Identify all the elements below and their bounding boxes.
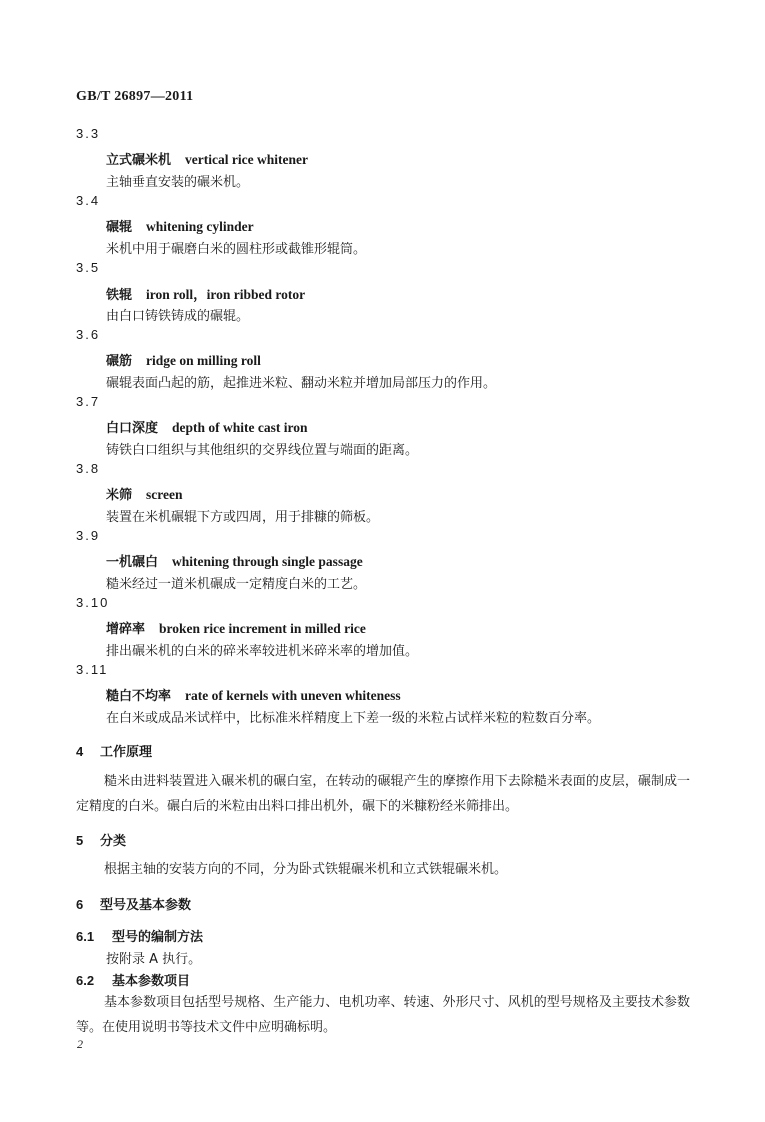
subsection-number: 6.2: [76, 973, 95, 988]
term-definition: 米机中用于碾磨白米的圆柱形或截锥形辊筒。: [106, 242, 367, 257]
term-title: [106, 551, 363, 570]
term-title: [106, 149, 308, 168]
terms-list: [0, 126, 765, 729]
term-chinese: 增碎率: [106, 622, 146, 637]
term-title: [106, 350, 261, 369]
page-number: 2: [77, 1037, 83, 1051]
section-number: 5: [76, 833, 84, 848]
term-english: broken rice increment in milled rice: [159, 621, 366, 636]
term-chinese: 碾辊: [106, 220, 133, 235]
term-number: 3.4: [76, 193, 101, 208]
term-definition: 主轴垂直安装的碾米机。: [106, 175, 250, 190]
section-number: 6: [76, 897, 84, 912]
term-number: 3.3: [76, 126, 101, 141]
term-number: 3.8: [76, 461, 101, 476]
subsection-6-1-heading: [76, 926, 203, 945]
term-title: [106, 417, 308, 436]
term-english: rate of kernels with uneven whiteness: [185, 688, 401, 703]
section-title: 分类: [100, 834, 127, 849]
term-entry: [0, 126, 765, 193]
section-title: 工作原理: [100, 745, 153, 760]
term-definition: 在白米或成品米试样中，比标准米样精度上下差一级的米粒占试样米粒的粒数百分率。: [106, 711, 601, 726]
subsection-title: 基本参数项目: [112, 974, 191, 989]
subsection-6-1-text: 按附录 A 执行。: [106, 952, 202, 967]
section-4-heading: [76, 741, 152, 760]
term-number: 3.9: [76, 528, 101, 543]
term-definition: 碾辊表面凸起的筋，起推进米粒、翻动米粒并增加局部压力的作用。: [106, 376, 497, 391]
term-title: [106, 685, 401, 704]
term-chinese: 碾筋: [106, 354, 133, 369]
term-english: whitening through single passage: [172, 554, 363, 569]
term-chinese: 一机碾白: [106, 555, 159, 570]
term-entry: [0, 193, 765, 260]
subsection-6-2-paragraph: 基本参数项目包括型号规格、生产能力、电机功率、转速、外形尺寸、风机的型号规格及主要技术参数等。在使用说明书等技术文件中应明确标明。: [76, 995, 690, 1035]
term-chinese: 白口深度: [106, 421, 159, 436]
term-english: ridge on milling roll: [146, 353, 261, 368]
term-english: iron roll，iron ribbed rotor: [146, 287, 306, 302]
term-number: 3.5: [76, 260, 101, 275]
term-chinese: 立式碾米机: [106, 153, 172, 168]
term-title: [106, 216, 254, 235]
term-entry: [0, 595, 765, 662]
standard-code-header: GB/T 26897—2011: [76, 89, 194, 104]
term-definition: 铸铁白口组织与其他组织的交界线位置与端面的距离。: [106, 443, 419, 458]
term-definition: 排出碾米机的白米的碎米率较进机米碎米率的增加值。: [106, 644, 419, 659]
subsection-6-2-heading: [76, 970, 190, 989]
term-entry: [0, 260, 765, 327]
term-title: [106, 283, 305, 303]
subsection-title: 型号的编制方法: [112, 930, 204, 945]
term-number: 3.10: [76, 595, 110, 610]
term-entry: [0, 461, 765, 528]
section-5-heading: [76, 830, 126, 849]
term-entry: [0, 394, 765, 461]
term-definition: 装置在米机碾辊下方或四周，用于排糠的筛板。: [106, 510, 380, 525]
term-chinese: 米筛: [106, 488, 133, 503]
term-entry: [0, 528, 765, 595]
term-definition: 糙米经过一道米机碾成一定精度白米的工艺。: [106, 577, 367, 592]
term-entry: [0, 662, 765, 729]
term-chinese: 糙白不均率: [106, 689, 172, 704]
term-number: 3.11: [76, 662, 109, 677]
term-english: depth of white cast iron: [172, 420, 308, 435]
term-english: screen: [146, 487, 183, 502]
subsection-number: 6.1: [76, 929, 95, 944]
term-entry: [0, 327, 765, 394]
term-number: 3.6: [76, 327, 101, 342]
section-number: 4: [76, 744, 84, 759]
term-chinese: 铁辊: [106, 288, 133, 303]
term-english: whitening cylinder: [146, 219, 254, 234]
term-title: [106, 484, 183, 503]
term-title: [106, 618, 366, 637]
term-number: 3.7: [76, 394, 101, 409]
section-6-heading: [76, 894, 191, 913]
term-english: vertical rice whitener: [185, 152, 308, 167]
term-definition: 由白口铸铁铸成的碾辊。: [106, 309, 250, 324]
section-title: 型号及基本参数: [100, 898, 192, 913]
section-5-paragraph: 根据主轴的安装方向的不同，分为卧式铁辊碾米机和立式铁辊碾米机。: [104, 862, 508, 877]
section-4-paragraph: 糙米由进料装置进入碾米机的碾白室，在转动的碾辊产生的摩擦作用下去除糙米表面的皮层，碾制成一定精度的白米。碾白后的米粒由出料口排出机外，碾下的米糠粉经米筛排出。: [76, 774, 690, 814]
